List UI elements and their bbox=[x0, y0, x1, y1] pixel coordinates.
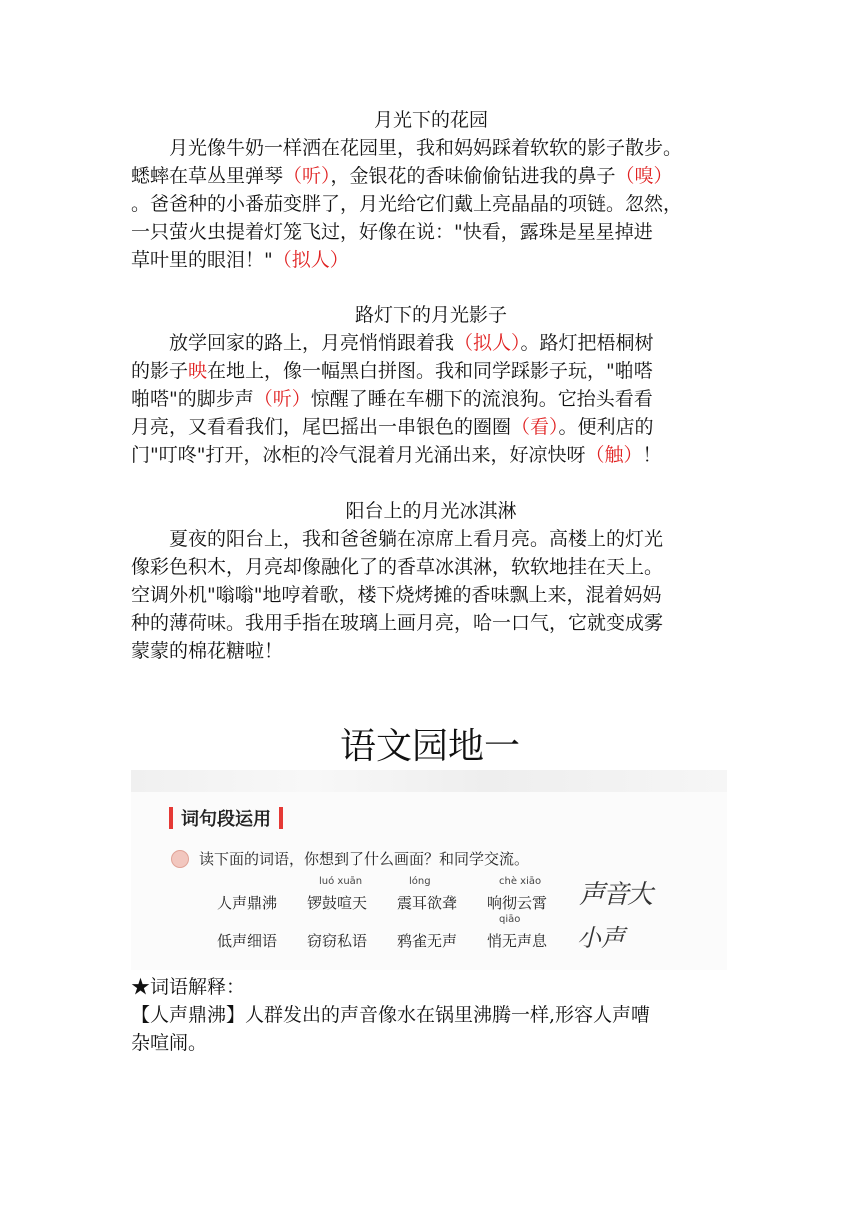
vocab-word bbox=[217, 892, 307, 913]
section-garden bbox=[131, 106, 731, 274]
paragraph-line bbox=[131, 581, 731, 609]
section-title: 月光下的花园 bbox=[373, 109, 488, 131]
paragraph-text: 在地上，像一幅黑白拼图。我和同学踩影子玩，"啪嗒 bbox=[207, 360, 653, 382]
paragraph-line bbox=[131, 246, 731, 274]
vocab-word bbox=[307, 930, 397, 951]
section-title: 阳台上的月光冰淇淋 bbox=[345, 500, 517, 522]
section-streetlight bbox=[131, 301, 731, 469]
pinyin-annotation: luó xuān bbox=[319, 876, 363, 887]
annotation-label: （嗅） bbox=[615, 165, 673, 187]
annotation-label: 映 bbox=[188, 360, 208, 382]
vocab-word-text: 锣鼓喧天 bbox=[307, 894, 368, 912]
paragraph-text: ！ bbox=[642, 444, 662, 466]
explanation-line: 杂喧闹。 bbox=[131, 1032, 208, 1054]
annotation-label: （看） bbox=[511, 416, 559, 438]
vocab-word bbox=[217, 930, 307, 951]
paragraph-text: 。便利店的 bbox=[558, 416, 654, 438]
paragraph-line bbox=[131, 218, 731, 246]
handwritten-note-loud: 声音大 bbox=[579, 880, 652, 910]
vocab-word bbox=[307, 876, 397, 913]
paragraph-text: 像彩色积木，月亮却像融化了的香草冰淇淋，软软地挂在天上。 bbox=[131, 556, 664, 578]
paragraph-text: 月亮，又看看我们，尾巴摇出一串银色的圈圈 bbox=[131, 416, 512, 438]
paragraph-text: 惊醒了睡在车棚下的流浪狗。它抬头看看 bbox=[310, 388, 653, 410]
paragraph-text: 蟋蟀在草丛里弹琴 bbox=[131, 165, 284, 187]
paragraph-text: 草叶里的眼泪！" bbox=[131, 249, 273, 271]
paragraph-line bbox=[131, 525, 731, 553]
paragraph-text: 种的薄荷味。我用手指在玻璃上画月亮，哈一口气，它就变成雾 bbox=[131, 612, 664, 634]
annotation-label: （拟人） bbox=[272, 249, 349, 271]
paragraph-text: 门"叮咚"打开，冰柜的冷气混着月光涌出来，好凉快呀 bbox=[131, 444, 586, 466]
chapter-title: 语文园地一 bbox=[339, 726, 520, 767]
section-title: 路灯下的月光影子 bbox=[354, 304, 507, 326]
section-balcony bbox=[131, 497, 731, 665]
vocab-word-text: 鸦雀无声 bbox=[397, 932, 458, 950]
pinyin-annotation: qiāo bbox=[499, 914, 521, 925]
paragraph-line bbox=[131, 609, 731, 637]
paragraph-line bbox=[131, 441, 731, 469]
paragraph-line bbox=[131, 134, 731, 162]
explanation-heading: ★词语解释： bbox=[131, 976, 246, 998]
explanation-line: 【人声鼎沸】人群发出的声音像水在锅里沸腾一样,形容人声嘈 bbox=[131, 1004, 651, 1026]
paragraph-text: 一只萤火虫提着灯笼飞过，好像在说："快看，露珠是星星掉进 bbox=[131, 221, 653, 243]
paragraph-text: 蒙蒙的棉花糖啦！ bbox=[131, 640, 284, 662]
section-body bbox=[131, 134, 731, 274]
paragraph-line bbox=[131, 553, 731, 581]
vocab-word-text: 震耳欲聋 bbox=[397, 894, 458, 912]
paragraph-text: 放学回家的路上，月亮悄悄跟着我 bbox=[131, 332, 455, 354]
vocab-word-text: 窃窃私语 bbox=[307, 932, 368, 950]
vocab-word-text: 响彻云霄 bbox=[487, 894, 548, 912]
photo-shadow bbox=[131, 770, 727, 792]
paragraph-text: ，金银花的香味偷偷钻进我的鼻子 bbox=[330, 165, 616, 187]
paragraph-text: 夏夜的阳台上，我和爸爸躺在凉席上看月亮。高楼上的灯光 bbox=[131, 528, 664, 550]
vocab-word bbox=[397, 930, 487, 951]
vocab-word-text: 悄无声息 bbox=[487, 932, 548, 950]
vocab-word bbox=[487, 914, 577, 951]
annotation-label: （拟人） bbox=[454, 332, 521, 354]
word-row-2 bbox=[217, 914, 577, 951]
pinyin-annotation: lóng bbox=[409, 876, 431, 887]
paragraph-line bbox=[131, 329, 731, 357]
paragraph-text: 空调外机"嗡嗡"地哼着歌，楼下烧烤摊的香味飘上来，混着妈妈 bbox=[131, 584, 662, 606]
vocab-word bbox=[487, 876, 577, 913]
annotation-label: （听） bbox=[253, 388, 311, 410]
handwritten-note-quiet: 小声 bbox=[577, 924, 625, 952]
red-bar-right bbox=[279, 807, 283, 829]
vocab-word-text: 低声细语 bbox=[217, 932, 278, 950]
explanation-body bbox=[131, 1001, 650, 1057]
paragraph-text: 啪嗒"的脚步声 bbox=[131, 388, 254, 410]
annotation-label: （听） bbox=[283, 165, 331, 187]
paragraph-line bbox=[131, 190, 731, 218]
paragraph-line bbox=[131, 637, 731, 665]
paragraph-line bbox=[131, 162, 731, 190]
section-body bbox=[131, 329, 731, 469]
textbook-photo bbox=[131, 770, 727, 970]
paragraph-text: 的影子 bbox=[131, 360, 189, 382]
paragraph-text: 月光像牛奶一样洒在花园里，我和妈妈踩着软软的影子散步。 bbox=[131, 137, 683, 159]
textbook-section-heading bbox=[169, 806, 283, 830]
instruction-text: 读下面的词语，你想到了什么画面？和同学交流。 bbox=[199, 850, 530, 868]
paragraph-line bbox=[131, 413, 731, 441]
paragraph-line bbox=[131, 385, 731, 413]
vocab-word-text: 人声鼎沸 bbox=[217, 894, 278, 912]
word-row-1 bbox=[217, 876, 577, 913]
textbook-instruction bbox=[171, 848, 529, 869]
paragraph-text: 。路灯把梧桐树 bbox=[520, 332, 654, 354]
vocab-word bbox=[397, 876, 487, 913]
red-bar-left bbox=[169, 807, 173, 829]
pinyin-annotation: chè xiāo bbox=[499, 876, 542, 887]
exercise-number-icon bbox=[171, 850, 189, 868]
section-body bbox=[131, 525, 731, 665]
annotation-label: （触） bbox=[585, 444, 643, 466]
paragraph-text: 。爸爸种的小番茄变胖了，月光给它们戴上亮晶晶的项链。忽然， bbox=[131, 193, 683, 215]
textbook-section-label: 词句段运用 bbox=[181, 809, 271, 830]
paragraph-line bbox=[131, 357, 731, 385]
